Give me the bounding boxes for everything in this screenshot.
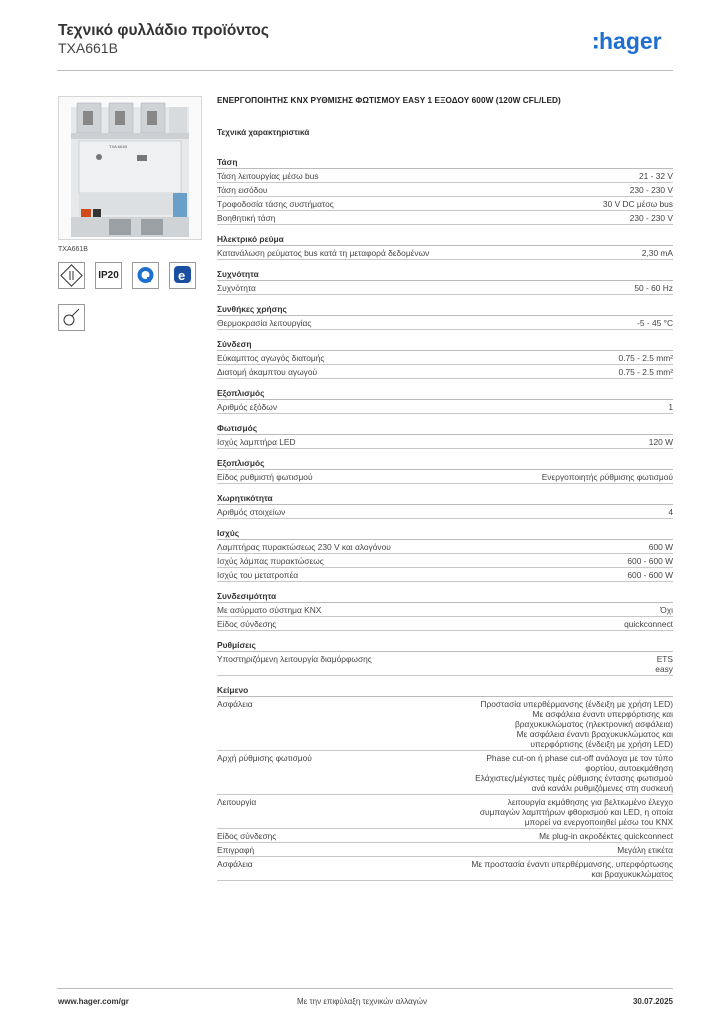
spec-label: Αριθμός εξόδων: [217, 402, 278, 412]
spec-value: 120 W: [648, 437, 673, 447]
spec-label: Αρχή ρύθμισης φωτισμού: [217, 753, 312, 763]
spec-label: Είδος σύνδεσης: [217, 831, 277, 841]
spec-value: 2,30 mA: [641, 248, 673, 258]
spec-row: [217, 281, 673, 295]
spec-value: 600 - 600 W: [627, 570, 673, 580]
spec-label: Διατομή άκαμπτου αγωγού: [217, 367, 318, 377]
section-title: Κείμενο: [217, 684, 673, 697]
spec-section: [217, 457, 673, 484]
tech-characteristics-heading: Τεχνικά χαρακτηριστικά: [217, 128, 310, 137]
spec-row: [217, 540, 673, 554]
spec-value: 21 - 32 V: [639, 171, 673, 181]
spec-label: Τάση εισόδου: [217, 185, 268, 195]
spec-value: Με plug-in ακροδέκτες quickconnect: [539, 831, 673, 841]
quicklink-icon: [132, 262, 159, 289]
header-divider: [57, 70, 673, 71]
spec-section: [217, 156, 673, 225]
spec-label: Τάση λειτουργίας μέσω bus: [217, 171, 319, 181]
footer-url[interactable]: www.hager.com/gr: [58, 997, 129, 1006]
spec-label: Εύκαμπτος αγωγός διατομής: [217, 353, 325, 363]
spec-row: [217, 169, 673, 183]
spec-value: 4: [668, 507, 673, 517]
spec-value: -5 - 45 °C: [637, 318, 673, 328]
spec-section: [217, 268, 673, 295]
section-title: Συνθήκες χρήσης: [217, 303, 673, 316]
section-title: Συνδεσιμότητα: [217, 590, 673, 603]
hager-logo: [594, 27, 674, 59]
section-title: Ρυθμίσεις: [217, 639, 673, 652]
spec-row: [217, 435, 673, 449]
product-code: TXA661B: [58, 40, 118, 56]
easy-icon: [169, 262, 196, 289]
spec-value: ETS easy: [655, 654, 673, 674]
spec-row: [217, 568, 673, 582]
spec-row: [217, 351, 673, 365]
spec-label: Ισχύς του μετατροπέα: [217, 570, 299, 580]
spec-value: 230 - 230 V: [629, 185, 673, 195]
spec-row: [217, 211, 673, 225]
spec-label: Υποστηριζόμενη λειτουργία διαμόρφωσης: [217, 654, 372, 664]
section-title: Χωρητικότητα: [217, 492, 673, 505]
knx-actuator-illustration: [59, 97, 201, 239]
svg-text:hager: hager: [599, 28, 662, 54]
spec-section: [217, 639, 673, 676]
spec-row: [217, 316, 673, 330]
spec-label: Θερμοκρασία λειτουργίας: [217, 318, 312, 328]
spec-label: Τροφοδοσία τάσης συστήματος: [217, 199, 334, 209]
section-title: Σύνδεση: [217, 338, 673, 351]
spec-row: [217, 183, 673, 197]
wiring-icon: [58, 304, 85, 331]
spec-value: Μεγάλη ετικέτα: [617, 845, 673, 855]
spec-label: Λαμπτήρας πυρακτώσεως 230 V και αλογόνου: [217, 542, 391, 552]
spec-value: 0.75 - 2.5 mm²: [618, 353, 673, 363]
spec-label: Κατανάλωση ρεύματος bus κατά τη μεταφορά δεδομένων: [217, 248, 430, 258]
image-caption: TXA661B: [58, 246, 88, 253]
spec-row: [217, 795, 673, 829]
spec-row: [217, 857, 673, 881]
spec-value: 600 W: [648, 542, 673, 552]
spec-section: [217, 492, 673, 519]
section-title: Τάση: [217, 156, 673, 169]
spec-label: Είδος ρυθμιστή φωτισμού: [217, 472, 313, 482]
spec-value: Phase cut-on ή phase cut-off ανάλογα με τον τύπο φορτίου, αυτοεκμάθηση Ελάχιστες/μέγιστες τιμές ρύθμισης έντασης φωτισμού ανά κανάλι ρυθμιζόμενες στη συσκευή: [475, 753, 673, 793]
product-title: ΕΝΕΡΓΟΠΟΙΗΤΗΣ KNX ΡΥΘΜΙΣΗΣ ΦΩΤΙΣΜΟΥ EASY 1 ΕΞΟΔΟΥ 600W (120W CFL/LED): [217, 96, 561, 105]
spec-value: Με προστασία έναντι υπερθέρμανσης, υπερφόρτωσης και βραχυκυκλώματος: [471, 859, 673, 879]
spec-label: Ασφάλεια: [217, 859, 253, 869]
footer-note: Με την επιφύλαξη τεχνικών αλλαγών: [297, 997, 427, 1006]
spec-value: Όχι: [660, 605, 673, 615]
section-title: Ηλεκτρικό ρεύμα: [217, 233, 673, 246]
spec-value: 600 - 600 W: [627, 556, 673, 566]
spec-value: 30 V DC μέσω bus: [602, 199, 673, 209]
spec-label: Ασφάλεια: [217, 699, 253, 709]
spec-section: [217, 590, 673, 631]
spec-row: [217, 617, 673, 631]
section-title: Εξοπλισμός: [217, 387, 673, 400]
spec-row: [217, 652, 673, 676]
spec-section: [217, 387, 673, 414]
specifications-panel: [217, 96, 673, 881]
spec-row: [217, 843, 673, 857]
spec-row: [217, 603, 673, 617]
document-title: Τεχνικό φυλλάδιο προϊόντος: [58, 22, 269, 39]
spec-value: λειτουργία εκμάθησης για βελτιωμένο έλεγχο συμπαγών λαμπτήρων φθορισμού και LED, η οποία μπορεί να ενεργοποιηθεί μέσω του KNX: [479, 797, 673, 827]
spec-label: Βοηθητική τάση: [217, 213, 276, 223]
footer-divider: [57, 988, 673, 989]
spec-value: 0.75 - 2.5 mm²: [618, 367, 673, 377]
spec-label: Επιγραφή: [217, 845, 255, 855]
spec-row: [217, 751, 673, 795]
spec-row: [217, 197, 673, 211]
spec-value: 50 - 60 Hz: [634, 283, 673, 293]
spec-row: [217, 470, 673, 484]
class-ii-insulation-icon: [58, 262, 85, 289]
spec-label: Ισχύς λαμπτήρα LED: [217, 437, 296, 447]
spec-section: [217, 527, 673, 582]
spec-value: 1: [668, 402, 673, 412]
section-title: Εξοπλισμός: [217, 457, 673, 470]
section-title: Συχνότητα: [217, 268, 673, 281]
section-title: Ισχύς: [217, 527, 673, 540]
spec-row: [217, 505, 673, 519]
spec-value: Ενεργοποιητής ρύθμισης φωτισμού: [541, 472, 673, 482]
spec-row: [217, 829, 673, 843]
svg-text:TXA 661B: TXA 661B: [109, 144, 128, 149]
spec-label: Με ασύρματο σύστημα KNX: [217, 605, 322, 615]
spec-label: Αριθμός στοιχείων: [217, 507, 286, 517]
spec-label: Λειτουργία: [217, 797, 257, 807]
spec-label: Συχνότητα: [217, 283, 256, 293]
product-image: [58, 96, 202, 240]
svg-text:e: e: [178, 268, 186, 283]
ip20-icon: IP20: [95, 262, 122, 289]
spec-section: [217, 684, 673, 881]
spec-section: [217, 422, 673, 449]
spec-section: [217, 338, 673, 379]
spec-label: Είδος σύνδεσης: [217, 619, 277, 629]
spec-row: [217, 697, 673, 751]
spec-row: [217, 246, 673, 260]
spec-section: [217, 233, 673, 260]
spec-row: [217, 400, 673, 414]
spec-row: [217, 365, 673, 379]
spec-value: 230 - 230 V: [629, 213, 673, 223]
footer-date: 30.07.2025: [632, 997, 673, 1006]
spec-value: quickconnect: [624, 619, 673, 629]
spec-label: Ισχύς λάμπας πυρακτώσεως: [217, 556, 324, 566]
spec-row: [217, 554, 673, 568]
spec-value: Προστασία υπερθέρμανσης (ένδειξη με χρήση LED) Με ασφάλεια έναντι υπερφόρτισης και βραχυκυκλώματος (ηλεκτρονική ασφάλεια) Με ασφάλεια έναντι βραχυκυκλώματος και υπερφόρτισης (ένδειξη με χρήση LED): [480, 699, 673, 749]
spec-sections: [217, 156, 673, 881]
spec-section: [217, 303, 673, 330]
section-title: Φωτισμός: [217, 422, 673, 435]
